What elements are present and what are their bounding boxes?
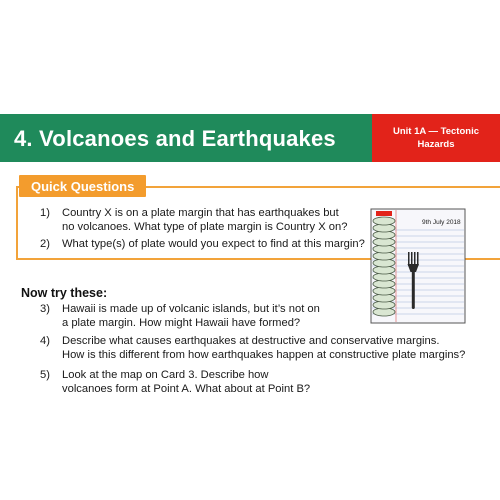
question-number: 2) (40, 238, 50, 250)
page-title: 4. Volcanoes and Earthquakes (14, 126, 336, 151)
question-text-line2: volcanoes form at Point A. What about at Point B? (62, 383, 311, 395)
question-text-line1: Look at the map on Card 3. Describe how (62, 369, 269, 381)
question-number: 3) (40, 303, 50, 315)
question-text-line2: How is this different from how earthquakes happen at constructive plate margins? (62, 349, 466, 361)
question-2 (40, 237, 370, 253)
notepad-date: 9th July 2018 (422, 219, 461, 226)
question-text-line1: Describe what causes earthquakes at destructive and conservative margins. (62, 335, 440, 347)
unit-badge (372, 114, 500, 162)
question-number: 4) (40, 335, 50, 347)
question-3 (40, 302, 370, 332)
quick-questions-tab: Quick Questions (19, 175, 146, 197)
now-try-heading: Now try these: (21, 286, 108, 300)
unit-label-line1: Unit 1A — Tectonic (392, 126, 480, 137)
question-text-line1: What type(s) of plate would you expect to find at this margin? (62, 238, 365, 250)
question-text-line1: Country X is on a plate margin that has earthquakes but (62, 207, 339, 219)
question-text-line2: no volcanoes. What type of plate margin is Country X on? (62, 221, 348, 233)
question-number: 1) (40, 207, 50, 219)
question-number: 5) (40, 369, 50, 381)
question-text-line2: a plate margin. How might Hawaii have formed? (62, 317, 301, 329)
unit-label-line2: Hazards (417, 139, 455, 150)
question-5 (40, 368, 370, 398)
question-1 (40, 206, 370, 236)
question-text-line1: Hawaii is made up of volcanic islands, but it’s not on (62, 303, 320, 315)
question-4 (40, 334, 480, 364)
